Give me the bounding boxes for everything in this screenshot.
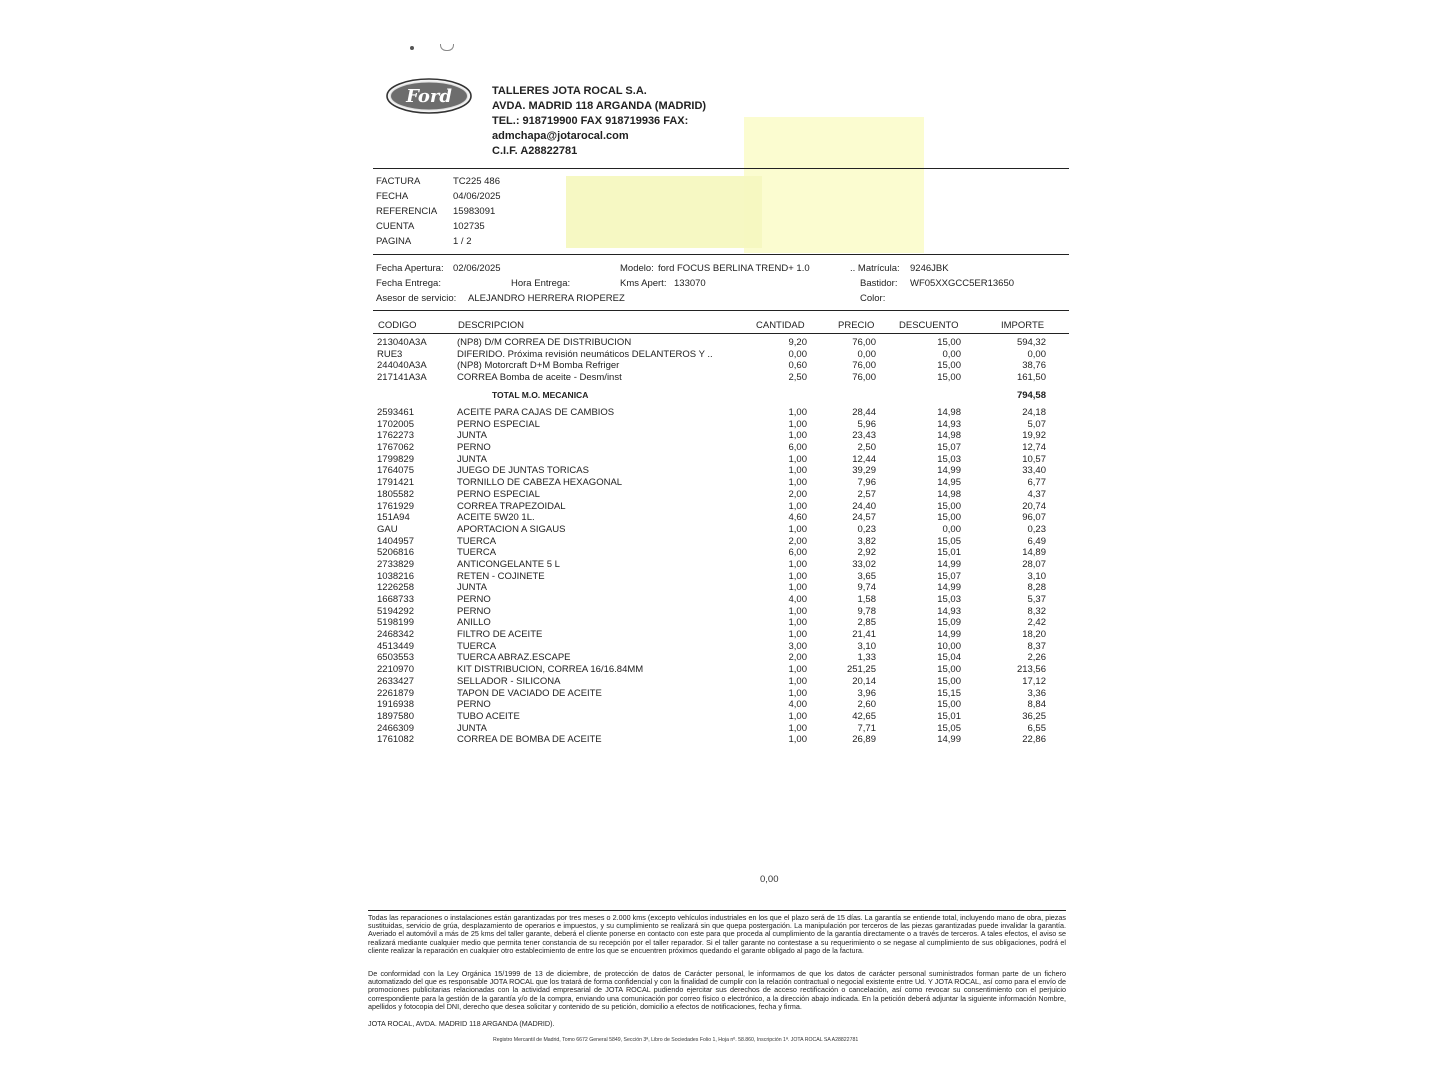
table-row: 1764075 JUEGO DE JUNTAS TORICAS 1,00 39,29 14,99 33,40 — [377, 465, 1046, 477]
matricula-label: .. Matrícula: — [850, 263, 900, 274]
factura-label: FACTURA — [376, 176, 421, 187]
redaction-sticker — [566, 176, 762, 248]
fecha-label: FECHA — [376, 191, 409, 202]
factura-value: TC225 486 — [453, 176, 501, 187]
company-phone: TEL.: 918719900 FAX 918719936 FAX: — [492, 115, 689, 127]
company-email: admchapa@jotarocal.com — [492, 130, 629, 142]
table-row: 1404957 TUERCA 2,00 3,82 15,05 6,49 — [377, 535, 1046, 547]
divider — [373, 254, 1069, 255]
table-row: 1226258 JUNTA 1,00 9,74 14,99 8,28 — [377, 582, 1046, 594]
divider — [373, 333, 1069, 334]
table-row: 5198199 ANILLO 1,00 2,85 15,09 2,42 — [377, 617, 1046, 629]
table-row: 2210970 KIT DISTRIBUCION, CORREA 16/16.84MM 1,00 251,25 15,00 213,56 — [377, 664, 1046, 676]
table-row: 2468342 FILTRO DE ACEITE 1,00 21,41 14,99 18,20 — [377, 629, 1046, 641]
bastidor-label: Bastidor: — [860, 278, 898, 289]
table-row: 2633427 SELLADOR - SILICONA 1,00 20,14 15,00 17,12 — [377, 675, 1046, 687]
matricula-value: 9246JBK — [910, 263, 949, 274]
table-row: 5194292 PERNO 1,00 9,78 14,93 8,32 — [377, 605, 1046, 617]
modelo-value: ford FOCUS BERLINA TREND+ 1.0 — [658, 263, 810, 274]
table-row: 217141A3A CORREA Bomba de aceite - Desm/inst 2,50 76,00 15,00 161,50 — [377, 372, 1046, 384]
header-importe: IMPORTE — [1001, 320, 1045, 331]
table-row: 1897580 TUBO ACEITE 1,00 42,65 15,01 36,25 — [377, 710, 1046, 722]
pagina-value: 1 / 2 — [453, 236, 472, 247]
table-row: 2733829 ANTICONGELANTE 5 L 1,00 33,02 14,99 28,07 — [377, 558, 1046, 570]
modelo-label: Modelo: — [620, 263, 654, 274]
kms-value: 133070 — [674, 278, 706, 289]
header-descripcion: DESCRIPCION — [458, 320, 524, 331]
table-row: 2466309 JUNTA 1,00 7,71 15,05 6,55 — [377, 722, 1046, 734]
divider — [368, 910, 1066, 911]
parts-rows — [0, 407, 1440, 746]
table-row: 2261879 TAPON DE VACIADO DE ACEITE 1,00 3,96 15,15 3,36 — [377, 687, 1046, 699]
footer-total: 0,00 — [760, 874, 779, 885]
table-row: 1805582 PERNO ESPECIAL 2,00 2,57 14,98 4,37 — [377, 488, 1046, 500]
asesor-label: Asesor de servicio: — [376, 293, 457, 304]
registry-text: Registro Mercantil de Madrid, Tomo 6672 General 5849, Sección 3ª, Libro de Sociedades Folio 1, Hoja nº. 58.860, Inscripción 1ª. JOTA ROCAL SA A28822781 — [493, 1037, 859, 1043]
company-address-footer: JOTA ROCAL, AVDA. MADRID 118 ARGANDA (MADRID). — [368, 1019, 555, 1028]
table-row: 1762273 JUNTA 1,00 23,43 14,98 19,92 — [377, 430, 1046, 442]
bastidor-value: WF05XXGCC5ER13650 — [910, 278, 1015, 289]
table-row: 1038216 RETEN - COJINETE 1,00 3,65 15,07 3,10 — [377, 570, 1046, 582]
fecha-apertura-label: Fecha Apertura: — [376, 263, 444, 274]
referencia-value: 15983091 — [453, 206, 496, 217]
redaction-sticker — [744, 117, 924, 253]
company-info — [492, 84, 706, 159]
table-row: 151A94 ACEITE 5W20 1L. 4,60 24,57 15,00 96,07 — [377, 512, 1046, 524]
table-row: 1761929 CORREA TRAPEZOIDAL 1,00 24,40 15,00 20,74 — [377, 500, 1046, 512]
company-cif: C.I.F. A28822781 — [492, 145, 578, 157]
table-row: 5206816 TUERCA 6,00 2,92 15,01 14,89 — [377, 547, 1046, 559]
header-cantidad: CANTIDAD — [756, 320, 805, 331]
table-row: 1799829 JUNTA 1,00 12,44 15,03 10,57 — [377, 453, 1046, 465]
table-row: 1791421 TORNILLO DE CABEZA HEXAGONAL 1,00 7,96 14,95 6,77 — [377, 477, 1046, 489]
labor-total-value: 794,58 — [1016, 390, 1046, 401]
pagina-label: PAGINA — [376, 236, 412, 247]
table-row: 213040A3A (NP8) D/M CORREA DE DISTRIBUCION 9,20 76,00 15,00 594,32 — [377, 337, 1046, 348]
table-row: 1916938 PERNO 4,00 2,60 15,00 8,84 — [377, 699, 1046, 711]
table-row: 244040A3A (NP8) Motorcraft D+M Bomba Refriger 0,60 76,00 15,00 38,76 — [377, 360, 1046, 372]
privacy-text: De conformidad con la Ley Orgánica 15/1999 de 13 de diciembre, de protección de datos de Carácter personal, le informamos de que los datos de carácter personal suministrados forman parte de un fichero automatizado del que es responsable JOTA ROCAL que los tratará de forma confidencial y con la finalidad de cumplir con la relación contractual o negocial existente entre Ud. Y JOTA ROCAL, así como para el envío de promociones publicitarias relacionadas con la actividad empresarial de JOTA ROCAL pudiendo ejercitar sus derechos de acceso rectificación o cancelación, así como revocar su consentimiento con el perjuicio correspondiente para la gestión de la garantía y/o de la compra, enviando una comunicación por correo físico o electrónico, a la dirección abajo indicada. En la petición deberá adjuntar la siguiente información Nombre, apellidos y fotocopia del DNI, derecho que desea solicitar y contenido de su petición, domicilio a efectos de notificaciones, fecha y firma. — [368, 969, 1066, 1011]
cuenta-label: CUENTA — [376, 221, 415, 232]
scan-specks — [410, 42, 460, 54]
asesor-value: ALEJANDRO HERRERA RIOPEREZ — [468, 293, 625, 304]
fecha-value: 04/06/2025 — [453, 191, 501, 202]
company-name: TALLERES JOTA ROCAL S.A. — [492, 85, 647, 97]
table-row: 2593461 ACEITE PARA CAJAS DE CAMBIOS 1,00 28,44 14,98 24,18 — [377, 407, 1046, 418]
table-row: GAU APORTACION A SIGAUS 1,00 0,23 0,00 0,23 — [377, 523, 1046, 535]
table-row: RUE3 DIFERIDO. Próxima revisión neumáticos DELANTEROS Y .. 0,00 0,00 0,00 0,00 — [377, 348, 1046, 360]
labor-rows — [0, 337, 1440, 384]
warranty-text: Todas las reparaciones o instalaciones están garantizadas por tres meses o 2.000 kms (excepto vehículos industriales en los que el plazo será de 15 días. La garantía se entiende total, incluyendo mano de obra, piezas sustituidas, servicio de grúa, desplazamiento de operarios e impuestos, y su cumplimiento se realizará sin que quepa postergación. La manipulación por terceros de las piezas garantizadas puede invalidar la garantía. Averiado el automóvil a más de 25 kms del taller garante, deberá el cliente ponerse en contacto con este para que proceda al cumplimiento de la garantía directamente o a través de terceros. A tales efectos, el aviso se realizará mediante cualquier medio que permita tener constancia de su recepción por el taller reparador. Si el taller garante no contestase a su requerimiento o se negase al cumplimiento de sus obligaciones, podrá el cliente realizar la reparación en cualquier otro establecimiento de entre los que se encuentren próximos quedando el garante obligado al pago de la factura. — [368, 913, 1066, 955]
kms-label: Kms Apert: — [620, 278, 667, 289]
logo-text: Ford — [406, 86, 452, 107]
fecha-apertura-value: 02/06/2025 — [453, 263, 501, 274]
table-row: 1767062 PERNO 6,00 2,50 15,07 12,74 — [377, 442, 1046, 454]
table-row: 1668733 PERNO 4,00 1,58 15,03 5,37 — [377, 594, 1046, 605]
header-precio: PRECIO — [838, 320, 875, 331]
labor-total-label: TOTAL M.O. MECANICA — [492, 390, 589, 400]
hora-entrega-label: Hora Entrega: — [511, 278, 571, 289]
table-row: 1702005 PERNO ESPECIAL 1,00 5,96 14,93 5,07 — [377, 418, 1046, 430]
table-row: 4513449 TUERCA 3,00 3,10 10,00 8,37 — [377, 640, 1046, 652]
cuenta-value: 102735 — [453, 221, 485, 232]
color-label: Color: — [860, 293, 886, 304]
ford-logo — [386, 78, 472, 114]
divider — [373, 168, 1069, 169]
header-descuento: DESCUENTO — [899, 320, 959, 331]
table-row: 6503553 TUERCA ABRAZ.ESCAPE 2,00 1,33 15,04 2,26 — [377, 652, 1046, 664]
table-row: 1761082 CORREA DE BOMBA DE ACEITE 1,00 26,89 14,99 22,86 — [377, 734, 1046, 746]
company-address: AVDA. MADRID 118 ARGANDA (MADRID) — [492, 100, 707, 112]
header-codigo: CODIGO — [378, 320, 417, 331]
fecha-entrega-label: Fecha Entrega: — [376, 278, 441, 289]
divider — [373, 310, 1069, 311]
referencia-label: REFERENCIA — [376, 206, 438, 217]
